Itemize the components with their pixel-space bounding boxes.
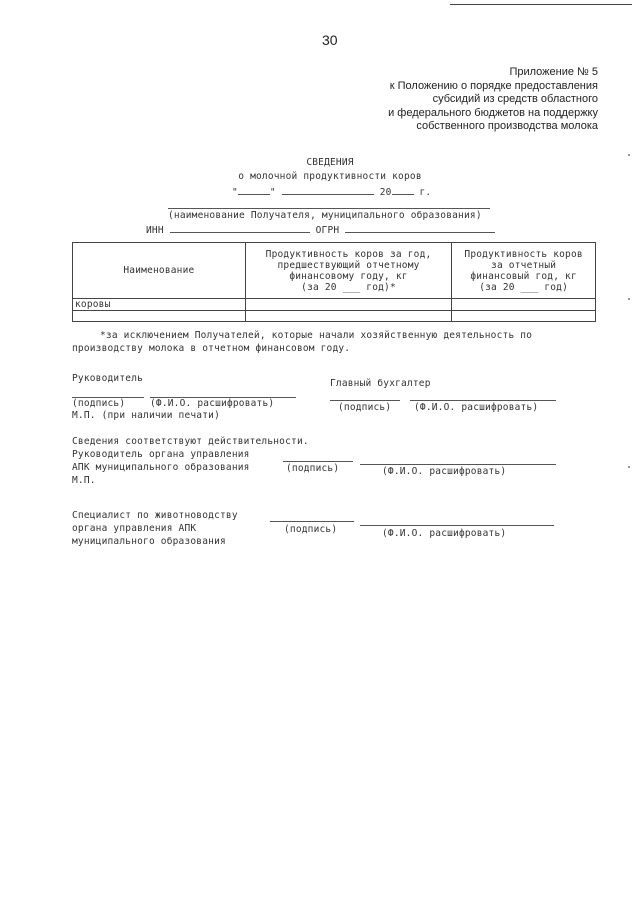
specialist-sign-label: (подпись)	[284, 524, 338, 535]
date-year-blank	[392, 184, 414, 195]
page-number: 30	[322, 32, 338, 48]
inn-blank	[170, 222, 310, 233]
appendix-line: Приложение № 5	[509, 66, 598, 78]
specialist-name-line	[360, 525, 554, 526]
appendix-line: субсидий из средств областного	[432, 93, 598, 105]
appendix-header	[388, 66, 598, 134]
footnote-line: производству молока в отчетном финансовом году.	[72, 343, 351, 354]
agency-head-line: Руководитель органа управления	[72, 449, 250, 460]
chief-accountant-label: Главный бухгалтер	[330, 378, 431, 389]
header-name: Наименование	[73, 243, 246, 299]
form-title: СВЕДЕНИЯ	[306, 157, 354, 168]
agency-name-label: (Ф.И.О. расшифровать)	[382, 466, 507, 477]
scan-mark	[628, 298, 630, 300]
row-curr-year[interactable]	[452, 311, 596, 322]
specialist-line: Специалист по животноводству	[72, 510, 238, 521]
specialist-line: органа управления АПК	[72, 523, 197, 534]
recipient-name-line	[168, 208, 490, 209]
confirm-label: Сведения соответствуют действительности.	[72, 436, 309, 447]
agency-stamp-label: М.П.	[72, 475, 96, 486]
accountant-sign-line	[330, 400, 400, 401]
row-name	[73, 311, 246, 322]
appendix-line: собственного производства молока	[416, 120, 598, 132]
stamp-label: М.П. (при наличии печати)	[72, 410, 220, 421]
row-prev-year[interactable]	[245, 311, 451, 322]
recipient-label: (наименование Получателя, муниципального образования)	[168, 210, 482, 221]
inn-label: ИНН	[146, 225, 164, 236]
row-prev-year[interactable]	[245, 299, 451, 311]
accountant-name-label: (Ф.И.О. расшифровать)	[414, 402, 539, 413]
top-border-line	[450, 4, 632, 5]
specialist-sign-line	[270, 521, 354, 522]
head-name-label: (Ф.И.О. расшифровать)	[150, 398, 275, 409]
scan-mark	[628, 154, 630, 156]
productivity-table	[72, 242, 596, 322]
appendix-line: и федерального бюджетов на поддержку	[388, 106, 598, 119]
date-month-blank	[282, 184, 374, 195]
header-prev-year: Продуктивность коров за год, предшествующий отчетному финансовому году, кг (за 20 ___ год)*	[245, 243, 451, 299]
agency-sign-label: (подпись)	[286, 463, 340, 474]
specialist-line: муниципального образования	[72, 536, 226, 547]
accountant-sign-label: (подпись)	[338, 402, 392, 413]
header-curr-year: Продуктивность коров за отчетный финансовый год, кг (за 20 ___ год)	[452, 243, 596, 299]
head-label: Руководитель	[72, 373, 144, 384]
accountant-name-line	[410, 400, 556, 401]
ogrn-blank	[345, 222, 495, 233]
agency-head-line: АПК муниципального образования	[72, 462, 250, 473]
specialist-name-label: (Ф.И.О. расшифровать)	[382, 528, 507, 539]
ogrn-label: ОГРН	[315, 225, 340, 236]
table-row	[73, 299, 596, 311]
table-header-row	[73, 243, 596, 299]
head-sign-label: (подпись)	[72, 398, 126, 409]
agency-name-line	[360, 464, 556, 465]
report-date: " " 20 г.	[232, 184, 431, 198]
table-row	[73, 311, 596, 322]
row-name: коровы	[73, 299, 246, 311]
date-day-blank	[238, 184, 270, 195]
appendix-line: к Положению о порядке предоставления	[389, 79, 598, 92]
form-subtitle: о молочной продуктивности коров	[238, 171, 422, 182]
agency-sign-line	[283, 461, 353, 462]
inn-ogrn-row	[146, 222, 495, 236]
row-curr-year[interactable]	[452, 299, 596, 311]
footnote-line: *за исключением Получателей, которые начали хозяйственную деятельность по	[100, 330, 533, 341]
scan-mark	[628, 466, 630, 468]
